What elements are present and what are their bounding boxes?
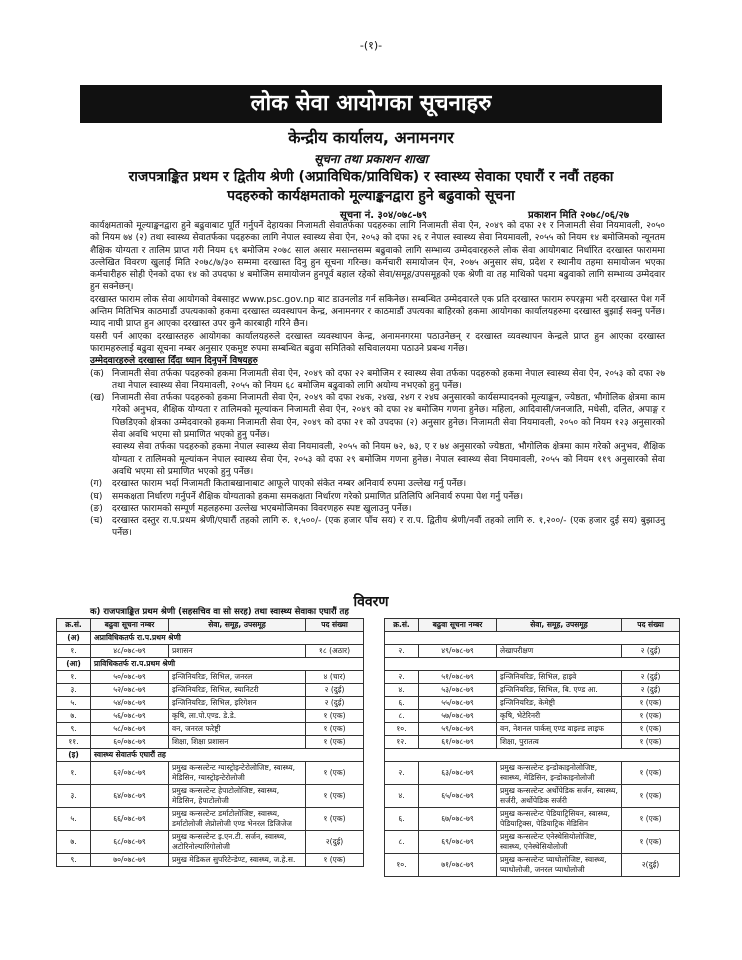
instruction-item bbox=[90, 392, 665, 441]
serial-cell: २. bbox=[385, 671, 419, 684]
instruction-key: (क) bbox=[90, 368, 104, 379]
post-count-cell: २(दुई) bbox=[622, 854, 680, 877]
service-cell: प्रमुख कन्सल्टेन्ट इन्डोकाइनोलोजिष्ट, स्वास्थ्य, मेडिसिन, इन्डोकाइनोलोजी bbox=[497, 762, 622, 785]
post-count-cell: १ (एक) bbox=[306, 736, 364, 749]
instruction-text: दरखास्त दस्तुर रा.प.प्रथम श्रेणी/एघारौं तहको लागि रु. १,५००/- (एक हजार पाँच सय) र रा.प. द्वितीय श्रेणी/नवौं तहको लागि रु. १,२००/- (एक हजार दुई सय) बुझाउनु पर्नेछ। bbox=[112, 516, 665, 539]
instruction-text: निजामती सेवा तर्फका पदहरुको हकमा निजामती सेवा ऐन, २०४९ को दफा २२ बमोजिम र स्वास्थ्य सेवा तर्फका पदहरुको हकमा नेपाल स्वास्थ्य सेवा ऐन, २०५३ को दफा २७ तथा नेपाल स्वास्थ्य सेवा नियमावली, २०५५ को नियम ६८ बमोजिम बढुवाको लागि अयोग्य नभएको हुनु पर्नेछ। bbox=[112, 368, 665, 391]
instruction-text: स्वास्थ्य सेवा तर्फका पदहरुको हकमा नेपाल स्वास्थ्य सेवा नियमावली, २०५५ को नियम ७२, ७३, ए र ७४ अनुसारको ज्येष्ठता, भौगोलिक क्षेत्रमा काम गरेको अनुभव, शैक्षिक योग्यता र तालिमको मूल्यांकन नेपाल स्वास्थ्य सेवा ऐन, २०५३ को दफा २९ बमोजिम गणना हुनेछ। नेपाल स्वास्थ्य सेवा नियमावली, २०५५ को नियम ११९ अनुसारको सेवा अवधि भएमा सो प्रमाणित भएको हुनु पर्नेछ। bbox=[112, 442, 665, 477]
col-header-service: सेवा, समूह, उपसमूह bbox=[169, 619, 306, 632]
table-row bbox=[57, 645, 364, 658]
notice-number-cell: ५३/०७८-७९ bbox=[419, 684, 497, 697]
serial-cell: ११. bbox=[57, 736, 91, 749]
post-count-cell: १८ (अठार) bbox=[306, 645, 364, 658]
serial-cell: ५. bbox=[57, 808, 91, 831]
service-cell: इन्जिनियरिङ, सिभिल, बि. एण्ड आ. bbox=[497, 684, 622, 697]
service-cell: इन्जिनियरिङ, केमेष्ट्री bbox=[497, 697, 622, 710]
notice-number-cell: ५७/०७८-७९ bbox=[419, 710, 497, 723]
service-cell: इन्जिनियरिङ, सिभिल, जनरल bbox=[169, 671, 306, 684]
service-cell: प्रमुख कन्सल्टेन्ट एनेस्थेसियोलोजिष्ट, स्वास्थ्य, एनेस्थेसियोलोजी bbox=[497, 831, 622, 854]
instruction-item bbox=[90, 503, 665, 515]
post-count-cell: २ (दुई) bbox=[622, 684, 680, 697]
post-count-cell: १ (एक) bbox=[306, 710, 364, 723]
serial-cell: ८. bbox=[385, 831, 419, 854]
section-title: अप्राविधिकतर्फ रा.प.प्रथम श्रेणी bbox=[91, 632, 364, 645]
col-header-posts: पद संख्या bbox=[622, 619, 680, 632]
post-count-cell: १ (एक) bbox=[306, 723, 364, 736]
details-heading: विवरण bbox=[353, 594, 389, 610]
table-row bbox=[385, 762, 680, 785]
serial-cell: ३. bbox=[57, 684, 91, 697]
service-cell: प्रमुख कन्सल्टेन्ट प्याथोलोजिष्ट, स्वास्थ्य, प्याथोलोजी, जनरल प्याथोलोजी bbox=[497, 854, 622, 877]
empty-cell bbox=[385, 632, 680, 645]
publication-date: प्रकाशन मिति २०७८/०६/२७ bbox=[528, 210, 630, 221]
serial-cell: ३. bbox=[57, 785, 91, 808]
instruction-text: समकक्षता निर्धारण गर्नुपर्ने शैक्षिक योग्यताको हकमा समकक्षता निर्धारण गरेको प्रमाणित प्रतिलिपि अनिवार्य रुपमा पेश गर्नु पर्नेछ। bbox=[112, 491, 523, 502]
serial-cell: १. bbox=[57, 645, 91, 658]
col-header-sn: क्र.सं. bbox=[385, 619, 419, 632]
notice-number-cell: ४८/०७८-७९ bbox=[91, 645, 169, 658]
serial-cell: ७. bbox=[57, 710, 91, 723]
service-cell: लेखापरीक्षण bbox=[497, 645, 622, 658]
left-post-table bbox=[56, 618, 364, 867]
serial-cell: २. bbox=[385, 762, 419, 785]
empty-cell bbox=[385, 749, 680, 762]
notice-number-cell: ६९/०७८-७९ bbox=[419, 831, 497, 854]
table-title: क) राजपत्राङ्कित प्रथम श्रेणी (सहसचिव वा सो सरह) तथा स्वास्थ्य सेवाका एघारौं तह bbox=[90, 607, 349, 617]
post-count-cell: २(दुई) bbox=[306, 831, 364, 854]
serial-cell: २. bbox=[385, 645, 419, 658]
post-count-cell: १ (एक) bbox=[622, 762, 680, 785]
col-header-service: सेवा, समूह, उपसमूह bbox=[497, 619, 622, 632]
notice-number-cell: ५८/०७८-७९ bbox=[91, 723, 169, 736]
service-cell: शिक्षा, पुरातत्व bbox=[497, 736, 622, 749]
col-header-notice-no: बढुवा सूचना नम्बर bbox=[91, 619, 169, 632]
page-number: -(१)- bbox=[359, 39, 383, 52]
post-count-cell: १ (एक) bbox=[622, 697, 680, 710]
serial-cell: ४. bbox=[385, 785, 419, 808]
instructions-heading: उम्मेदवारहरुले दरखास्त दिँदा ध्यान दिनुपर्ने विषयहरु bbox=[90, 356, 258, 367]
notice-number-cell: ५४/०७८-७९ bbox=[91, 697, 169, 710]
table-row bbox=[57, 808, 364, 831]
table-row bbox=[385, 749, 680, 762]
service-cell: प्रमुख कन्सल्टेन्ट ग्यास्ट्रोइन्टेरोलोजिष्ट, स्वास्थ्य, मेडिसिन, ग्यास्ट्रोइन्टेरोलोजी bbox=[169, 762, 306, 785]
notice-number-cell: ५१/०७८-७९ bbox=[419, 671, 497, 684]
notice-body bbox=[90, 220, 665, 540]
notice-number-cell: ५०/०७८-७९ bbox=[91, 671, 169, 684]
notice-title-line1: राजपत्राङ्कित प्रथम र द्वितीय श्रेणी (अप्राविधिक/प्राविधिक) र स्वास्थ्य सेवाका एघारौं र नवौं तहका bbox=[128, 169, 614, 185]
section-key: (इ) bbox=[57, 749, 91, 762]
notice-number-cell: ५९/०७८-७९ bbox=[419, 723, 497, 736]
notice-number-cell: ५५/०७८-७९ bbox=[419, 697, 497, 710]
table-row bbox=[385, 736, 680, 749]
post-count-cell: १ (एक) bbox=[622, 831, 680, 854]
notice-number-cell: ६२/०७८-७९ bbox=[91, 762, 169, 785]
notice-number-cell: ६०/०७८-७९ bbox=[91, 736, 169, 749]
table-row bbox=[57, 785, 364, 808]
serial-cell: ६. bbox=[385, 697, 419, 710]
post-count-cell: २ (दुई) bbox=[306, 697, 364, 710]
table-row bbox=[385, 684, 680, 697]
col-header-notice-no: बढुवा सूचना नम्बर bbox=[419, 619, 497, 632]
col-header-posts: पद संख्या bbox=[306, 619, 364, 632]
notice-number-cell: ६६/०७८-७९ bbox=[91, 808, 169, 831]
service-cell: इन्जिनियरिङ, सिभिल, स्यानिटरी bbox=[169, 684, 306, 697]
notice-number-cell: ६१/०७८-७९ bbox=[419, 736, 497, 749]
instruction-key: (च) bbox=[90, 516, 103, 527]
table-row bbox=[385, 723, 680, 736]
table-row bbox=[57, 710, 364, 723]
section-row bbox=[57, 658, 364, 671]
notice-number-cell: ४९/०७८-७९ bbox=[419, 645, 497, 658]
post-count-cell: १ (एक) bbox=[622, 723, 680, 736]
table-row bbox=[385, 632, 680, 645]
notice-number-cell: ७०/०७८-७९ bbox=[91, 854, 169, 867]
post-count-cell: १ (एक) bbox=[306, 762, 364, 785]
post-count-cell: २ (दुई) bbox=[622, 671, 680, 684]
serial-cell: ७. bbox=[57, 831, 91, 854]
instruction-item bbox=[90, 441, 665, 478]
instruction-key bbox=[90, 441, 112, 478]
table-row bbox=[57, 762, 364, 785]
serial-cell: १२. bbox=[385, 736, 419, 749]
instruction-key: (ङ) bbox=[90, 503, 103, 514]
post-count-cell: १ (एक) bbox=[306, 808, 364, 831]
service-cell: प्रशासन bbox=[169, 645, 306, 658]
instruction-item bbox=[90, 515, 665, 540]
section-title: प्राविधिकतर्फ रा.प.प्रथम श्रेणी bbox=[91, 658, 364, 671]
section-key: (अ) bbox=[57, 632, 91, 645]
section-row bbox=[57, 632, 364, 645]
instruction-item bbox=[90, 491, 665, 503]
table-row bbox=[57, 697, 364, 710]
serial-cell: ६. bbox=[385, 808, 419, 831]
section-title: स्वास्थ्य सेवातर्फ एघारौं तह bbox=[91, 749, 364, 762]
instruction-text: दरखास्त फाराम भर्दा निजामती किताबखानाबाट आफूले पाएको संकेत नम्बर अनिवार्य रुपमा उल्लेख गर्नु पर्नेछ। bbox=[112, 479, 467, 490]
service-cell: वन, जनरल फरेष्ट्री bbox=[169, 723, 306, 736]
notice-number-cell: ७१/०७८-७९ bbox=[419, 854, 497, 877]
serial-cell: ४. bbox=[385, 684, 419, 697]
empty-cell bbox=[385, 658, 680, 671]
post-count-cell: २ (दुई) bbox=[306, 684, 364, 697]
instruction-key: (ग) bbox=[90, 479, 103, 490]
serial-cell: १०. bbox=[385, 723, 419, 736]
service-cell: शिक्षा, शिक्षा प्रशासन bbox=[169, 736, 306, 749]
table-row bbox=[57, 854, 364, 867]
instruction-key: (ख) bbox=[90, 393, 105, 404]
instruction-text: दरखास्त फारामको सम्पूर्ण महलहरुमा उल्लेख भएबमोजिमका विवरणहरु स्पष्ट खुलाउनु पर्नेछ। bbox=[112, 503, 412, 514]
paragraph-2: दरखास्त फाराम लोक सेवा आयोगको वेबसाइट www.psc.gov.np बाट डाउनलोड गर्न सकिनेछ। सम्बन्धित उम्मेदवारले एक प्रति दरखास्त फाराम रुपरङ्गमा भरी दरखास्त पेश गर्ने अन्तिम मितिभित्र काठमाडौं उपत्यकाको हकमा दरखास्त व्यवस्थापन केन्द्र, अनामनगर र काठमाडौं उपत्यका बाहिरको हकमा आयोगका कार्यालयहरुमा दरखास्त बुझाई सक्नु पर्नेछ। म्याद नाघी प्राप्त हुन आएका दरखास्त उपर कुनै कारबाही गरिने छैन। bbox=[90, 294, 665, 330]
branch-name: सूचना तथा प्रकाशन शाखा bbox=[314, 152, 428, 166]
table-row bbox=[385, 831, 680, 854]
notice-number-cell: ६४/०७८-७९ bbox=[91, 785, 169, 808]
post-count-cell: १ (एक) bbox=[622, 710, 680, 723]
instruction-item bbox=[90, 478, 665, 490]
table-row bbox=[57, 684, 364, 697]
table-row bbox=[57, 736, 364, 749]
serial-cell: १०. bbox=[385, 854, 419, 877]
post-count-cell: १ (एक) bbox=[306, 854, 364, 867]
notice-number-cell: ६५/०७८-७९ bbox=[419, 785, 497, 808]
table-row bbox=[385, 645, 680, 658]
service-cell: प्रमुख कन्सल्टेन्ट हेपाटोलोजिष्ट, स्वास्थ्य, मेडिसिन, हेपाटोलोजी bbox=[169, 785, 306, 808]
instruction-item bbox=[90, 368, 665, 393]
service-cell: इन्जिनियरिङ, सिभिल, इरिगेशन bbox=[169, 697, 306, 710]
instruction-key: (घ) bbox=[90, 491, 103, 502]
service-cell: कृषि, ला.पो.एण्ड. डे.डे. bbox=[169, 710, 306, 723]
post-count-cell: ४ (चार) bbox=[306, 671, 364, 684]
post-count-cell: २ (दुई) bbox=[622, 645, 680, 658]
notice-title-line2: पदहरुको कार्यक्षमताको मूल्याङ्कनद्वारा हुने बढुवाको सूचना bbox=[227, 188, 515, 204]
notice-number-cell: ५६/०७८-७९ bbox=[91, 710, 169, 723]
instruction-list bbox=[90, 368, 665, 540]
col-header-sn: क्र.सं. bbox=[57, 619, 91, 632]
service-cell: प्रमुख मेडिकल सुपरिटेन्डेण्ट, स्वास्थ्य, ज.हे.स. bbox=[169, 854, 306, 867]
service-cell: प्रमुख कन्सल्टेन्ट अर्थोपेडिक सर्जन, स्वास्थ्य, सर्जरी, अर्थोपेडिक सर्जरी bbox=[497, 785, 622, 808]
service-cell: प्रमुख कन्सल्टेन्ट पेडियाट्रिसियन, स्वास्थ्य, पेडियाट्रिक्स, पेडियाट्रिक मेडिसिन bbox=[497, 808, 622, 831]
notice-number-cell: ५२/०७८-७९ bbox=[91, 684, 169, 697]
table-row bbox=[385, 697, 680, 710]
table-row bbox=[385, 808, 680, 831]
serial-cell: १. bbox=[57, 762, 91, 785]
instruction-text: निजामती सेवा तर्फका पदहरुको हकमा निजामती सेवा ऐन, २०४९ को दफा २४क, २४ख, २४ग र २४घ अनुसारको कार्यसम्पादनको मूल्याङ्कन, ज्येष्ठता, भौगोलिक क्षेत्रमा काम गरेको अनुभव, शैक्षिक योग्यता र तालिमको मूल्यांकन निजामती सेवा ऐन, २०४९ को दफा २४ बमोजिम गणना हुनेछ। महिला, आदिवासी/जनजाति, मधेसी, दलित, अपाङ्ग र पिछडिएको क्षेत्रका उम्मेदवारको हकमा निजामती सेवा ऐन, २०४९ को दफा २१ को उपदफा (२) अनुसार हुनेछ। निजामती सेवा नियमावली, २०५० को नियम १२३ अनुसारको सेवा अवधि भएमा सो प्रमाणित भएको हुनु पर्नेछ। bbox=[112, 393, 665, 441]
serial-cell: ९. bbox=[57, 854, 91, 867]
section-row bbox=[57, 749, 364, 762]
notice-number-cell: ६३/०७८-७९ bbox=[419, 762, 497, 785]
service-cell: प्रमुख कन्सल्टेन्ट इ.एन.टी. सर्जन, स्वास्थ्य, अटोरिनोल्यारिंगोलोजी bbox=[169, 831, 306, 854]
table-row bbox=[385, 710, 680, 723]
paragraph-3: यसरी पर्न आएका दरखास्तहरु आयोगका कार्यालयहरुले दरखास्त व्यवस्थापन केन्द्र, अनामनगरमा पठाउनेछन् र दरखास्त व्यवस्थापन केन्द्रले प्राप्त हुन आएका दरखास्त फारामहरुलाई बढुवा सूचना नम्बर अनुसार एकमुष्ट रुपमा सम्बन्धित बढुवा समितिको सचिवालयमा पठाउने प्रबन्ध गर्नेछ। bbox=[90, 331, 665, 354]
post-count-cell: १ (एक) bbox=[306, 785, 364, 808]
office-name: केन्द्रीय कार्यालय, अनामनगर bbox=[288, 128, 454, 147]
service-cell: वन, नेशनल पार्कस् एण्ड वाइल्ड लाइफ bbox=[497, 723, 622, 736]
table-row bbox=[57, 831, 364, 854]
post-count-cell: १ (एक) bbox=[622, 808, 680, 831]
section-key: (आ) bbox=[57, 658, 91, 671]
table-row bbox=[385, 658, 680, 671]
notice-number: सूचना नं. ३०४/०७८-७९ bbox=[340, 210, 427, 221]
service-cell: कृषि, भेटेरिनरी bbox=[497, 710, 622, 723]
post-count-cell: १ (एक) bbox=[622, 736, 680, 749]
notice-banner: लोक सेवा आयोगका सूचनाहरु bbox=[80, 85, 662, 123]
right-post-table bbox=[384, 618, 680, 877]
table-row bbox=[385, 854, 680, 877]
post-count-cell: १ (एक) bbox=[622, 785, 680, 808]
table-row bbox=[385, 785, 680, 808]
service-cell: प्रमुख कन्सल्टेन्ट डर्माटोलोजिष्ट, स्वास्थ्य, डर्माटोलोजी लेप्रोलोजी एण्ड भेनरल डिजिजेज bbox=[169, 808, 306, 831]
table-row bbox=[57, 671, 364, 684]
service-cell: इन्जिनियरिङ, सिभिल, हाइवे bbox=[497, 671, 622, 684]
notice-number-cell: ६७/०७८-७९ bbox=[419, 808, 497, 831]
table-row bbox=[57, 723, 364, 736]
serial-cell: ५. bbox=[57, 697, 91, 710]
serial-cell: ८. bbox=[385, 710, 419, 723]
table-row bbox=[385, 671, 680, 684]
serial-cell: १. bbox=[57, 671, 91, 684]
notice-number-cell: ६८/०७८-७९ bbox=[91, 831, 169, 854]
paragraph-1: कार्यक्षमताको मूल्याङ्कनद्वारा हुने बढुवाबाट पूर्ति गर्नुपर्ने देहायका निजामती सेवातर्फका पदहरुका लागि निजामती सेवा ऐन, २०४९ को दफा २१ र निजामती सेवा नियमावली, २०५० को नियम ७४ (२) तथा स्वास्थ्य सेवातर्फका पदहरुका लागि नेपाल स्वास्थ्य सेवा ऐन, २०५३ को दफा २६ र नेपाल स्वास्थ्य सेवा नियमावली, २०५५ को नियम १४ बमोजिमको न्यूनतम शैक्षिक योग्यता र तालिम प्राप्त गरी नियम ६९ बमोजिम २०७८ साल असार मसान्तसम्म बढुवाको लागि सम्भाव्य उम्मेदवारहरुले लोक सेवा आयोगबाट निर्धारित दरखास्त फाराममा उल्लेखित विवरण खुलाई मिति २०७८/७/३० सम्ममा दरखास्त दिनु हुन सूचना गरिन्छ। कर्मचारी समायोजन ऐन, २०७५ अनुसार संघ, प्रदेश र स्थानीय तहमा समायोजन भएका कर्मचारीहरु सोही ऐनको दफा १४ को उपदफा ४ बमोजिम समायोजन हुनपूर्व बहाल रहेको सेवा/समूह/उपसमूहको एक श्रेणी वा तह माथिको पदमा बढुवाको लागि सम्भाव्य उम्मेदवार हुन सक्नेछन्। bbox=[90, 221, 665, 293]
serial-cell: ९. bbox=[57, 723, 91, 736]
